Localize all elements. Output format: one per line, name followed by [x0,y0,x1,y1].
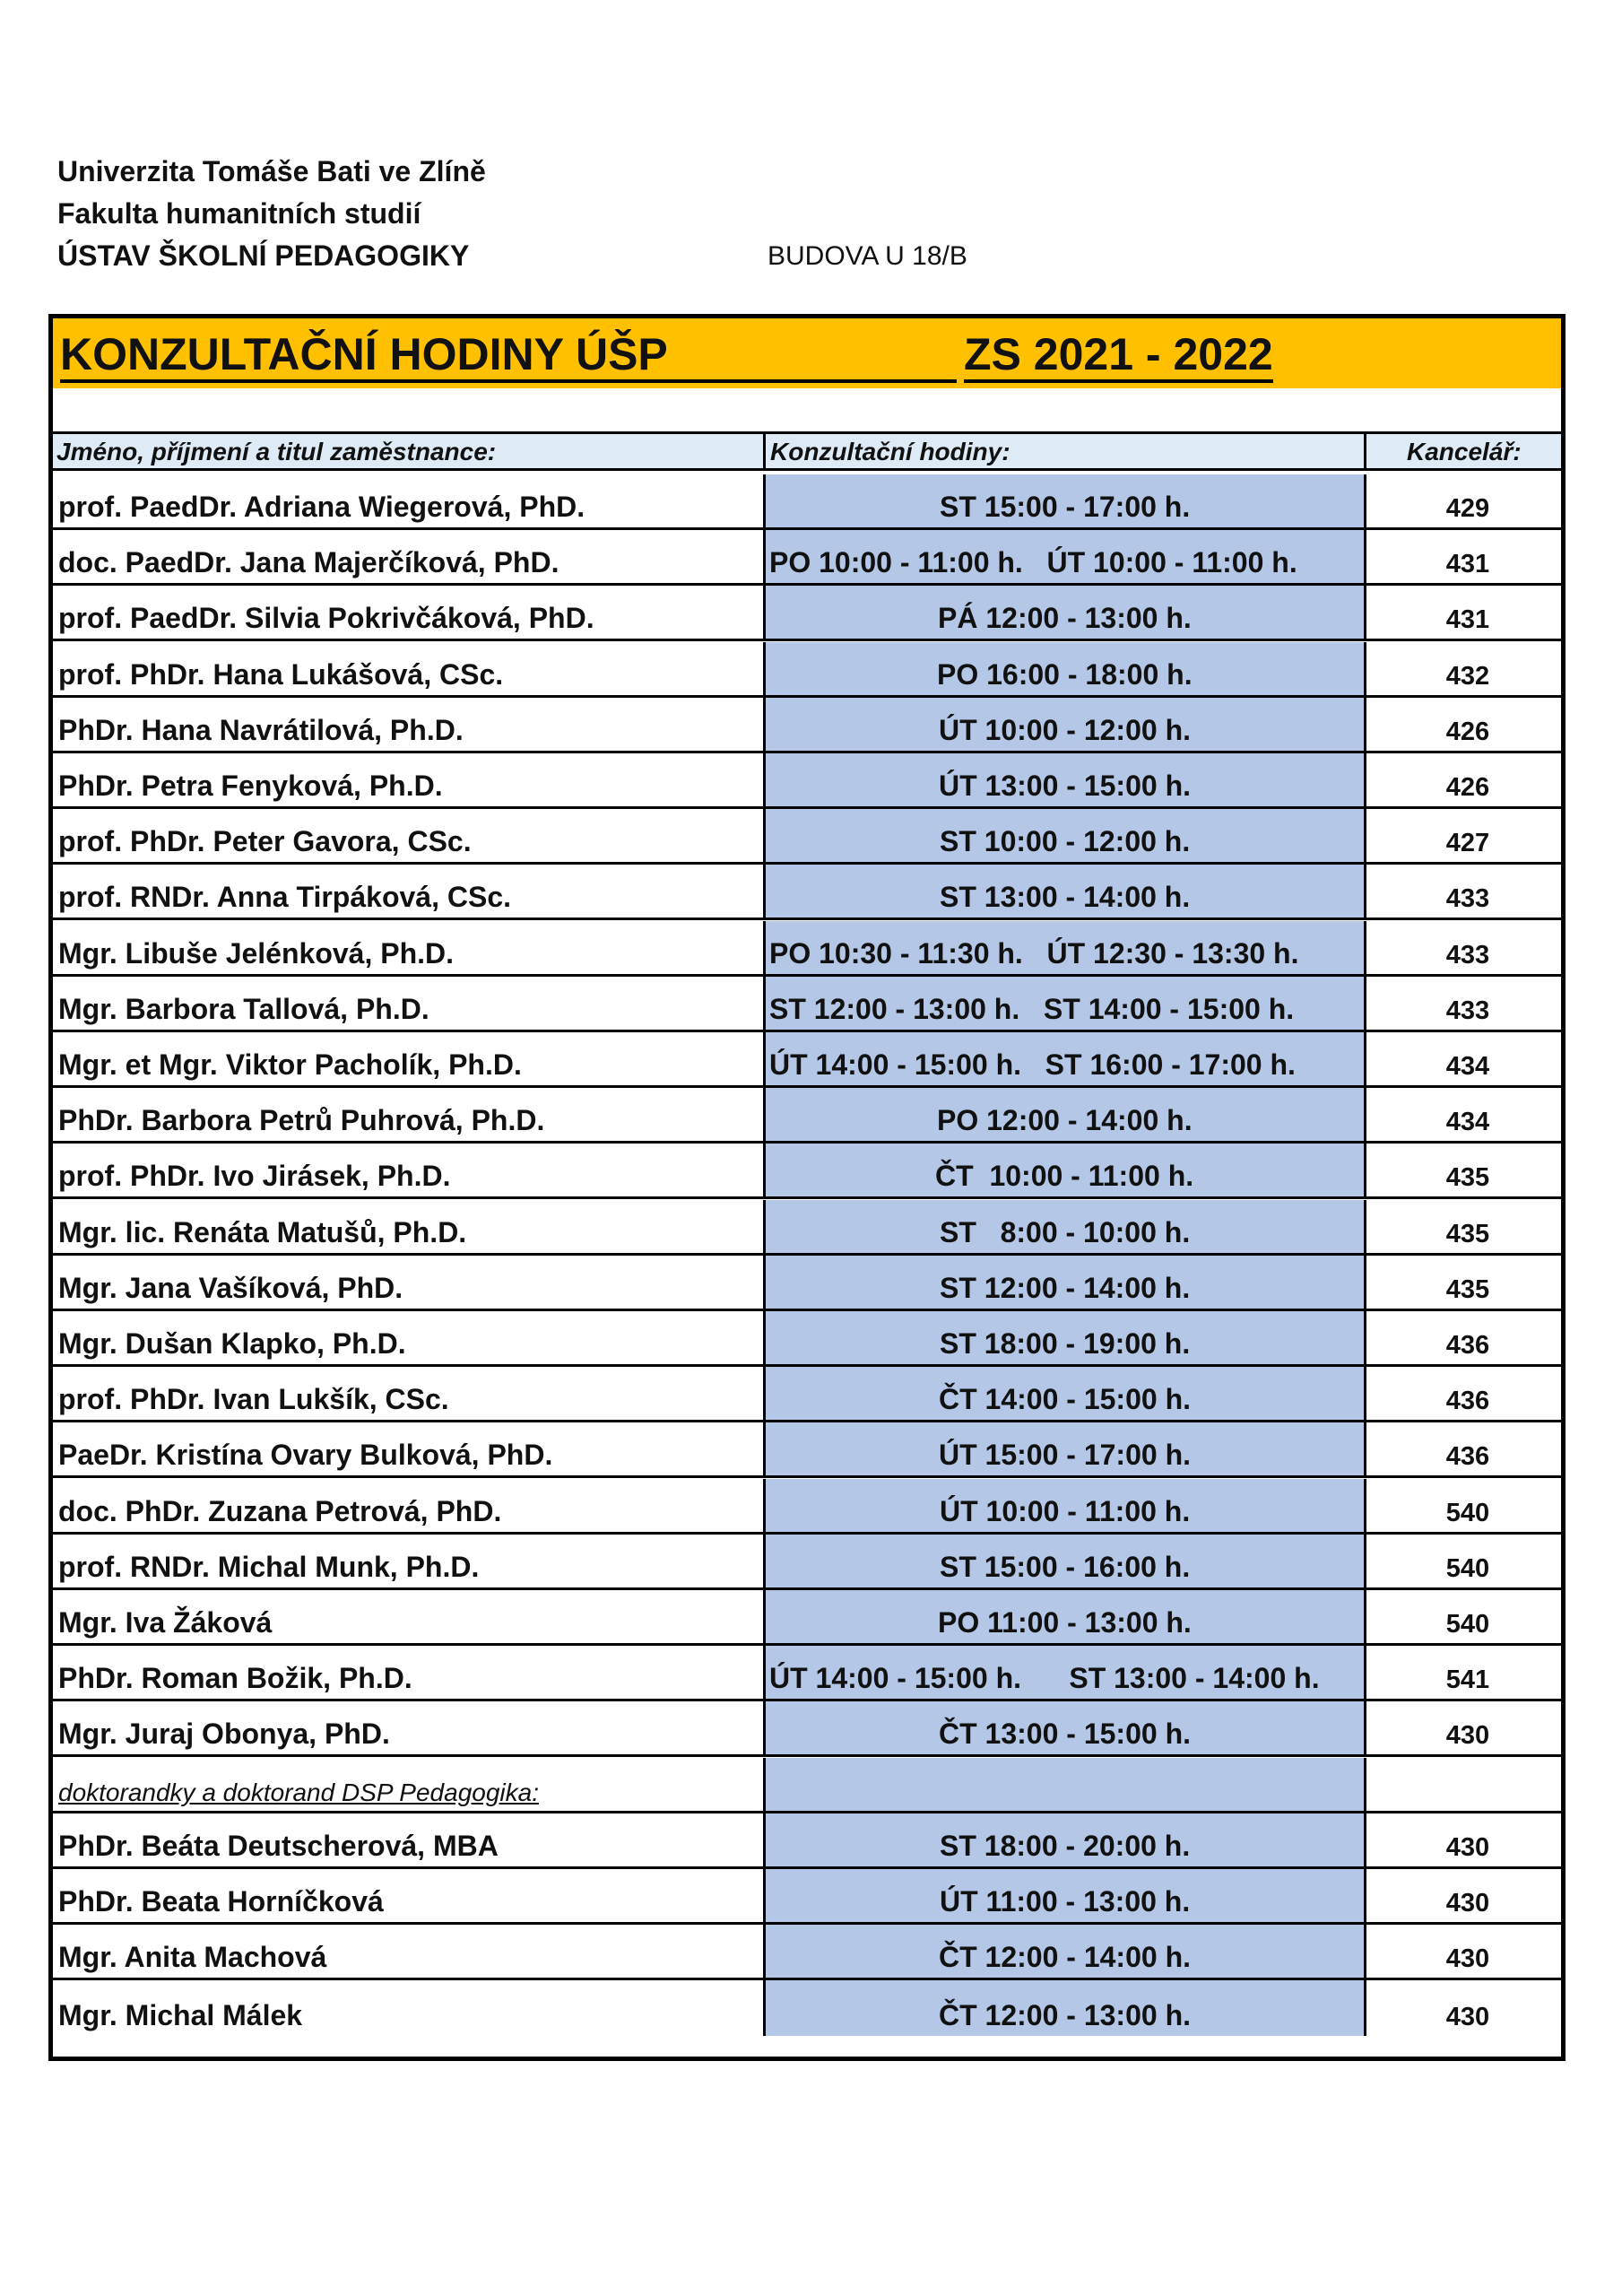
table-row [53,753,1561,809]
office-number: 540 [1445,1499,1490,1527]
consultation-hours: PO 12:00 - 14:00 h. [937,1104,1193,1136]
table-row [53,809,1561,865]
consultation-hours: ÚT 11:00 - 13:00 h. [940,1885,1191,1918]
consultation-hours: ČT 12:00 - 13:00 h. [939,1999,1191,2031]
hours-cell [763,642,1366,695]
staff-name: Mgr. Dušan Klapko, Ph.D. [58,1327,406,1360]
office-number: 430 [1445,1889,1490,1918]
col-header-hours: Konzultační hodiny: [770,438,1010,465]
consultation-hours: ČT 14:00 - 15:00 h. [939,1383,1191,1415]
consultation-hours: ÚT 14:00 - 15:00 h. ST 13:00 - 14:00 h. [769,1662,1320,1694]
office-number: 430 [1445,2003,1490,2031]
col-divider [1364,434,1366,468]
office-number: 433 [1445,884,1490,913]
table-row [53,1535,1561,1590]
hours-cell [763,1256,1366,1309]
staff-name: Mgr. lic. Renáta Matušů, Ph.D. [58,1216,467,1248]
table-row [53,865,1561,920]
hours-cell [763,809,1366,862]
staff-name: prof. RNDr. Michal Munk, Ph.D. [58,1551,480,1583]
table-row [53,1925,1561,1980]
office-number: 432 [1445,662,1490,691]
staff-name: doktorandky a doktorand DSP Pedagogika: [58,1779,539,1806]
staff-name: prof. RNDr. Anna Tirpáková, CSc. [58,881,511,913]
hours-cell [763,1701,1366,1754]
staff-name: prof. PhDr. Hana Lukášová, CSc. [58,658,504,691]
table-row [53,530,1561,586]
table-row [53,1590,1561,1646]
consultation-hours: ÚT 13:00 - 15:00 h. [939,770,1191,802]
consultation-hours: ST 13:00 - 14:00 h. [940,881,1191,913]
hours-cell [763,1088,1366,1141]
office-number: 540 [1445,1610,1490,1639]
consultation-hours: ČT 12:00 - 14:00 h. [939,1941,1191,1973]
column-headers [53,431,1561,471]
hours-cell [763,1311,1366,1364]
hours-cell [763,1813,1366,1866]
hours-cell [763,1422,1366,1475]
consultation-hours: ČT 10:00 - 11:00 h. [935,1160,1194,1192]
col-header-office: Kancelář: [1407,438,1522,465]
office-number: 431 [1445,605,1490,634]
table-row [53,977,1561,1032]
hours-cell [763,1590,1366,1643]
staff-name: PhDr. Hana Navrátilová, Ph.D. [58,714,464,746]
staff-name: PhDr. Barbora Petrů Puhrová, Ph.D. [58,1104,545,1136]
staff-name: Mgr. Libuše Jelénková, Ph.D. [58,937,455,970]
office-number: 430 [1445,1944,1490,1973]
table-row [53,1367,1561,1422]
office-number: 435 [1445,1275,1490,1304]
table-row [53,1256,1561,1311]
office-number: 434 [1445,1108,1490,1136]
staff-name: prof. PaedDr. Adriana Wiegerová, PhD. [58,491,585,523]
hours-cell [763,753,1366,806]
hours-cell [763,1758,1366,1811]
staff-name: Mgr. Barbora Tallová, Ph.D. [58,993,429,1025]
col-header-name: Jméno, příjmení a titul zaměstnance: [56,438,497,465]
consultation-hours: PO 11:00 - 13:00 h. [938,1606,1192,1639]
consultation-hours: PÁ 12:00 - 13:00 h. [938,602,1192,634]
table-row [53,1144,1561,1199]
office-number: 436 [1445,1387,1490,1415]
hours-cell [763,1479,1366,1532]
hours-cell [763,586,1366,639]
table-row [53,1980,1561,2036]
office-number: 436 [1445,1442,1490,1471]
office-number: 435 [1445,1163,1490,1192]
university-name: Univerzita Tomáše Bati ve Zlíně [57,155,486,187]
staff-name: doc. PhDr. Zuzana Petrová, PhD. [58,1495,502,1527]
hours-cell [763,1646,1366,1699]
term-label: ZS 2021 - 2022 [964,329,1273,383]
consultation-table [48,314,1566,2061]
table-row [53,1422,1561,1478]
consultation-hours: ST 12:00 - 13:00 h. ST 14:00 - 15:00 h. [769,993,1295,1025]
office-number: 426 [1445,773,1490,802]
staff-name: Mgr. Anita Machová [58,1941,327,1973]
staff-name: Mgr. et Mgr. Viktor Pacholík, Ph.D. [58,1048,522,1081]
institution-header [57,151,486,277]
staff-name: prof. PaedDr. Silvia Pokrivčáková, PhD. [58,602,594,634]
office-number: 433 [1445,941,1490,970]
consultation-hours: ST 15:00 - 16:00 h. [940,1551,1191,1583]
office-number: 430 [1445,1833,1490,1862]
institute-name: ÚSTAV ŠKOLNÍ PEDAGOGIKY [57,239,470,272]
hours-cell [763,1925,1366,1978]
col-divider [763,434,766,468]
staff-name: PhDr. Petra Fenyková, Ph.D. [58,770,443,802]
hours-cell [763,1535,1366,1587]
staff-name: Mgr. Juraj Obonya, PhD. [58,1718,390,1750]
office-number: 426 [1445,718,1490,746]
table-row [53,1646,1561,1701]
consultation-hours: PO 16:00 - 18:00 h. [937,658,1193,691]
consultation-hours: ST 10:00 - 12:00 h. [940,825,1191,857]
staff-name: prof. PhDr. Ivo Jirásek, Ph.D. [58,1160,451,1192]
office-number: 436 [1445,1331,1490,1360]
consultation-hours: ÚT 10:00 - 11:00 h. [940,1495,1191,1527]
consultation-hours: ÚT 10:00 - 12:00 h. [939,714,1191,746]
office-number: 433 [1445,996,1490,1025]
consultation-hours: ČT 13:00 - 15:00 h. [939,1718,1191,1750]
staff-name: Mgr. Jana Vašíková, PhD. [58,1272,403,1304]
consultation-hours: ST 15:00 - 17:00 h. [940,491,1191,523]
table-row [53,1200,1561,1256]
table-row [53,1479,1561,1535]
office-number: 430 [1445,1721,1490,1750]
consultation-hours: ST 8:00 - 10:00 h. [940,1216,1191,1248]
hours-cell [763,921,1366,974]
consultation-hours: PO 10:00 - 11:00 h. ÚT 10:00 - 11:00 h. [769,546,1297,578]
staff-name: Mgr. Michal Málek [58,1999,303,2031]
hours-cell [763,530,1366,583]
table-row [53,1869,1561,1925]
hours-cell [763,1869,1366,1922]
office-number: 429 [1445,494,1490,523]
table-row [53,586,1561,641]
consultation-hours: PO 10:30 - 11:30 h. ÚT 12:30 - 13:30 h. [769,937,1299,970]
table-row [53,1813,1561,1869]
consultation-hours: ST 12:00 - 14:00 h. [940,1272,1191,1304]
hours-cell [763,1367,1366,1420]
hours-cell [763,698,1366,751]
table-row [53,474,1561,530]
table-row [53,1032,1561,1088]
table-row [53,1758,1561,1813]
building-label: BUDOVA U 18/B [768,241,967,271]
staff-name: PhDr. Roman Božik, Ph.D. [58,1662,412,1694]
consultation-hours: ST 18:00 - 20:00 h. [940,1830,1191,1862]
hours-cell [763,1200,1366,1253]
hours-cell [763,1144,1366,1196]
office-number: 431 [1445,550,1490,578]
title-bar [53,318,1561,388]
hours-cell [763,977,1366,1030]
staff-name: doc. PaedDr. Jana Majerčíková, PhD. [58,546,559,578]
table-row [53,1088,1561,1144]
office-number: 427 [1445,829,1490,857]
office-number: 435 [1445,1220,1490,1248]
staff-name: PhDr. Beáta Deutscherová, MBA [58,1830,499,1862]
hours-cell [763,865,1366,918]
table-row [53,1701,1561,1757]
table-row [53,921,1561,977]
table-title: KONZULTAČNÍ HODINY ÚŠP [60,329,957,383]
faculty-name: Fakulta humanitních studií [57,197,421,230]
table-row [53,642,1561,698]
consultation-hours: ÚT 15:00 - 17:00 h. [939,1439,1191,1471]
hours-cell [763,474,1366,527]
staff-name: PhDr. Beata Horníčková [58,1885,384,1918]
office-number: 540 [1445,1554,1490,1583]
office-number: 434 [1445,1052,1490,1081]
table-row [53,698,1561,753]
staff-name: Mgr. Iva Žáková [58,1606,273,1639]
consultation-hours: ÚT 14:00 - 15:00 h. ST 16:00 - 17:00 h. [769,1048,1296,1081]
staff-name: prof. PhDr. Ivan Lukšík, CSc. [58,1383,449,1415]
office-number: 541 [1445,1665,1490,1694]
hours-cell [763,1980,1366,2036]
hours-cell [763,1032,1366,1085]
staff-name: prof. PhDr. Peter Gavora, CSc. [58,825,472,857]
staff-name: PaeDr. Kristína Ovary Bulková, PhD. [58,1439,553,1471]
table-row [53,1311,1561,1367]
consultation-hours: ST 18:00 - 19:00 h. [940,1327,1191,1360]
